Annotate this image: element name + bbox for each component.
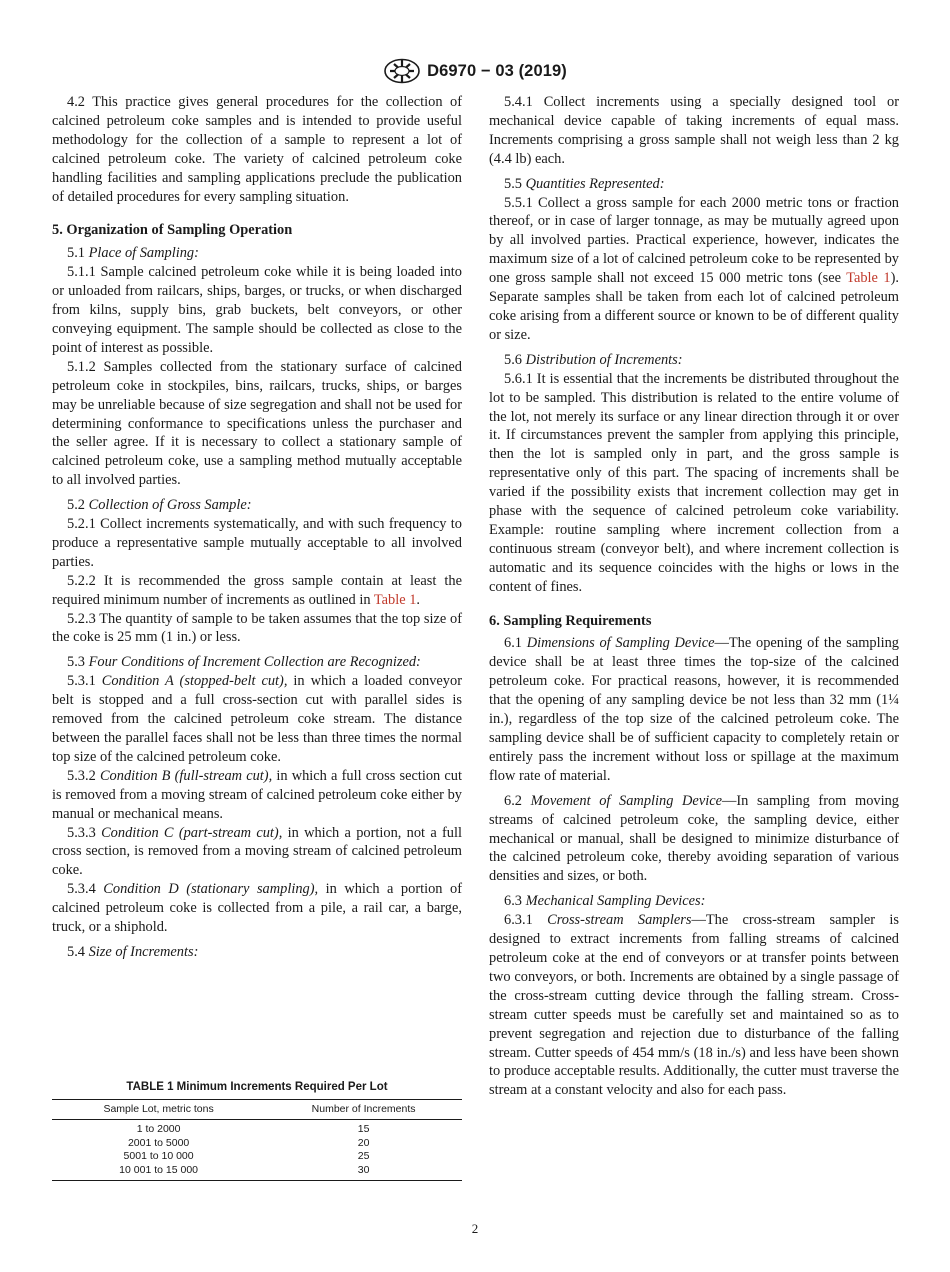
column-header-lot: Sample Lot, metric tons (52, 1100, 265, 1120)
cell-increments: 25 (357, 1150, 370, 1162)
table-row (52, 1120, 462, 1137)
paragraph-5-1: 5.1 Place of Sampling: (67, 245, 199, 262)
paragraph-5-3-1: 5.3.1 Condition A (stopped-belt cut), in which a loaded conveyor belt is stopped and a full cross-section cut with parallel sides is removed from the calcined petroleum coke stream. The distance between the parallel faces shall not be less than three times the normal top size of the calcined petroleum coke. (52, 673, 462, 765)
paragraph-5-3-4: 5.3.4 Condition D (stationary sampling), in which a portion of calcined petroleum coke is collected from a pile, a rail car, a barge, truck, or a shiphold. (52, 881, 462, 936)
paragraph-6-3-1: 6.3.1 Cross-stream Samplers—The cross-stream sampler is designed to extract increments from falling streams of calcined petroleum coke at the end of conveyors or at transfer points between two conveyors, or both. Increments are obtained by a single passage of the cross-stream cutting device through the falling stream. Cross-stream cutter speeds must be carefully set and maintained so as to prevent segregation and rejection due to disturbance of the falling stream. Cutter speeds of 454 mm/s (18 in./s) and less have been shown to produce acceptable results. Additionally, the cutter must traverse the stream at a constant velocity and also for each pass. (489, 912, 899, 1099)
paragraph-5-1-1: 5.1.1 Sample calcined petroleum coke while it is being loaded into or unloaded from railcars, ships, barges, or trucks, or when discharged from kilns, supply bins, grab buckets, belt conveyors, or other conveying equipment. The sample should be collected as close to the point of interest as possible. (52, 264, 462, 356)
paragraph-5-3-2: 5.3.2 Condition B (full-stream cut), in which a full cross section cut is removed from a moving stream of calcined petroleum coke either by manual or mechanical means. (52, 767, 462, 822)
paragraph-5-1-2: 5.1.2 Samples collected from the stationary surface of calcined petroleum coke in stockpiles, bins, railcars, trucks, ships, or barges may be unreliable because of size segregation and shall not be used for determining conformance to specifications unless the purchaser and the seller agree. If it is necessary to collect a stationary sample of calcined petroleum coke, use a sampling method mutually acceptable to all involved parties. (52, 358, 462, 489)
paragraph-6-1: 6.1 Dimensions of Sampling Device—The opening of the sampling device shall be at least three times the top-size of the calcined petroleum coke. For practical reasons, however, it is recommended that the opening of any sampling device be not less than 32 mm (1¼ in.), regardless of the top size of the calcined petroleum coke. The sampling device shall be of sufficient capacity to completely retain or entirely pass the increment without loss or spillage at the maximum flow rate of material. (489, 635, 899, 784)
paragraph-5-2-1: 5.2.1 Collect increments systematically, and with such frequency to produce a representative sample mutually acceptable to all involved parties. (52, 516, 462, 570)
page-header (0, 58, 950, 84)
paragraph-5-4-1: 5.4.1 Collect increments using a specially designed tool or mechanical device capable of taking increments of equal mass. Increments comprising a gross sample shall not weigh less than 2 kg (4.4 lb) each. (489, 94, 899, 167)
paragraph-5-2-3: 5.2.3 The quantity of sample to be taken assumes that the top size of the coke is 25 mm (1 in.) or less. (52, 610, 462, 646)
astm-logo-icon (383, 58, 421, 84)
table-row (52, 1150, 462, 1164)
document-id: D6970 − 03 (2019) (427, 61, 567, 80)
paragraph-6-2: 6.2 Movement of Sampling Device—In sampling from moving streams of calcined petroleum coke, the sampling device, either mechanical or manual, shall be designed to minimize disturbance of the calcined petroleum coke, thereby avoiding separation of various densities and sizes, or both. (489, 792, 899, 885)
section-5-heading: 5. Organization of Sampling Operation (52, 222, 293, 239)
table-1-title: TABLE 1 Minimum Increments Required Per Lot (126, 1081, 388, 1093)
cell-lot: 10 001 to 15 000 (52, 1164, 265, 1181)
paragraph-5-3-3: 5.3.3 Condition C (part-stream cut), in which a portion, not a full cross section, is removed from a moving stream of calcined petroleum coke. (52, 824, 462, 879)
cell-increments: 20 (357, 1136, 370, 1149)
increments-table (52, 1099, 462, 1181)
page-number: 2 (471, 1221, 479, 1236)
section-6-heading: 6. Sampling Requirements (489, 612, 652, 629)
paragraph-5-6-1: 5.6.1 It is essential that the increments be distributed throughout the lot to be sampled. This distribution is related to the entire volume of the lot, not merely its surface or any linear direction through it or over it. If circumstances prevent the sampler from applying this principle, then the lot is sampled only in part, and the gross sample is representative only of this part. The spacing of increments shall be varied if the possibility exists that increment collection may get in phase with the sequence of calcined petroleum coke variability. Example: routine sampling where increment collection from a continuous stream (conveyor belt), and where increment collection is automatic and its sequence coincides with the highs or lows in the content of fines. (489, 370, 899, 595)
paragraph-5-4: 5.4 Size of Increments: (67, 943, 199, 960)
paragraph-5-3: 5.3 Four Conditions of Increment Collection are Recognized: (67, 654, 421, 671)
cell-increments: 30 (265, 1164, 462, 1181)
left-column (52, 93, 462, 962)
column-header-increments: Number of Increments (265, 1100, 462, 1120)
paragraph-4-2: 4.2 This practice gives general procedures for the collection of calcined petroleum coke samples and is intended to provide useful methodology for the collection of a sample to represent a lot of calcined petroleum coke. The variety of calcined petroleum coke handling facilities and sampling applications preclude the publication of detailed procedures for every sampling situation. (52, 94, 462, 205)
paragraph-5-2-2: 5.2.2 It is recommended the gross sample contain at least the required minimum number of increments as outlined in Table 1. (52, 572, 462, 608)
paragraph-6-3: 6.3 Mechanical Sampling Devices: (504, 893, 706, 910)
paragraph-5-6: 5.6 Distribution of Increments: (504, 351, 683, 368)
right-column (489, 93, 899, 1100)
table-row (52, 1137, 462, 1151)
table-1 (52, 1081, 462, 1181)
cell-increments: 15 (357, 1123, 370, 1135)
table-1-link[interactable]: Table 1 (846, 270, 891, 287)
table-1-link[interactable]: Table 1 (373, 591, 417, 608)
cell-lot: 2001 to 5000 (127, 1136, 190, 1149)
paragraph-5-5-1: 5.5.1 Collect a gross sample for each 2000 metric tons or fraction thereof, or in case of larger tonnage, as may be mutually agreed upon by all involved parties. Practical experience, however, indicates the maximum size of a lot of calcined petroleum coke to be represented by one gross sample shall not exceed 15 000 metric tons (see Table 1). Separate samples shall be taken from each lot of calcined petroleum coke arising from a different source or known to be of different quality or size. (489, 194, 899, 343)
paragraph-5-5: 5.5 Quantities Represented: (504, 175, 665, 192)
cell-lot: 5001 to 10 000 (123, 1150, 194, 1162)
cell-lot: 1 to 2000 (136, 1123, 181, 1135)
paragraph-5-2: 5.2 Collection of Gross Sample: (67, 497, 252, 514)
table-row (52, 1164, 462, 1181)
